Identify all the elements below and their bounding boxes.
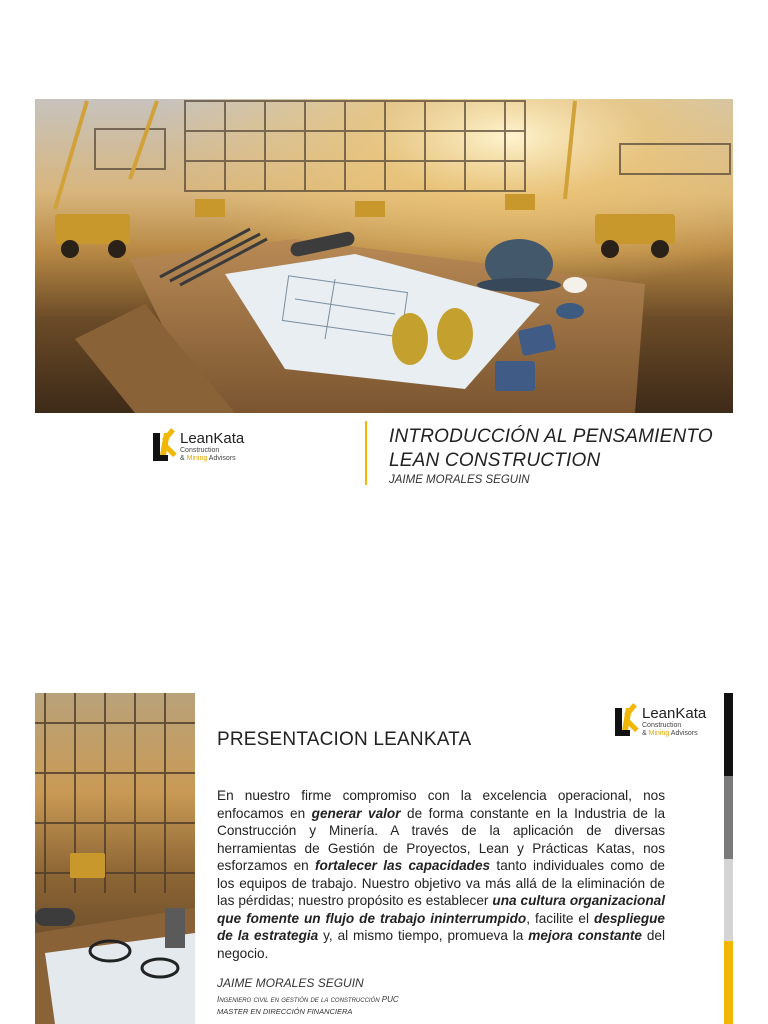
leankata-logo	[150, 431, 244, 463]
leankata-logo-small	[612, 706, 706, 738]
emphasis-text: generar valor	[311, 805, 401, 821]
logo-tagline-1: Construction	[642, 722, 682, 729]
emphasis-text: mejora constante	[528, 928, 642, 943]
signer-credential-2: MASTER EN DIRECCIÓN FINANCIERA	[217, 1007, 353, 1016]
construction-site-illustration	[35, 99, 733, 413]
logo-name: LeanKata	[180, 430, 245, 447]
lk-logo-icon	[612, 706, 640, 738]
logo-name: LeanKata	[642, 705, 707, 722]
cover-title-block	[389, 425, 739, 486]
paragraph-text: del negocio.	[217, 928, 666, 961]
hero-construction-photo	[35, 99, 733, 413]
title-divider	[365, 421, 367, 485]
paragraph-text: de forma constante en la Industria de la Construcción y Minería. A través de la aplicación de diversas herramientas de Gestión de Proyectos, Lean y Prácticas Katas, nos esforzamos en	[217, 805, 665, 873]
cover-author: JAIME MORALES SEGUIN	[389, 474, 530, 486]
side-bar-segment	[724, 941, 733, 1024]
logo-tagline-2: & Mining Advisors	[180, 455, 236, 462]
logo-tagline-2: & Mining Advisors	[642, 730, 698, 737]
paragraph-text: tanto individuales como de los equipos de trabajo. Nuestro objetivo va más allá de la eliminación de las pérdidas; nuestro propósito es establecer	[217, 858, 665, 908]
side-bar-segment	[724, 776, 733, 859]
side-construction-photo	[35, 693, 195, 1024]
paragraph-text: , facilite el	[526, 910, 594, 926]
emphasis-text: una cultura organizacional que fomente un flujo de trabajo ininterrumpido	[217, 893, 665, 926]
section-title: PRESENTACION LEANKATA	[217, 729, 472, 750]
side-bar-segment	[724, 859, 733, 942]
cover-title-line-1: INTRODUCCIÓN AL PENSAMIENTO	[389, 426, 713, 447]
signer-name: JAIME MORALES SEGUIN	[217, 976, 364, 990]
presentation-paragraph	[217, 787, 665, 962]
lk-logo-icon	[150, 431, 178, 463]
emphasis-text: fortalecer las capacidades	[315, 858, 491, 873]
construction-frame-illustration	[35, 693, 195, 1024]
logo-tagline-1: Construction	[180, 447, 220, 454]
paragraph-text: En nuestro firme compromiso con la excelencia operacional, nos enfocamos en	[217, 788, 665, 821]
paragraph-text: y, al mismo tiempo, promueva la	[318, 928, 529, 943]
cover-title-line-2: LEAN CONSTRUCTION	[389, 450, 601, 471]
side-bar-segment	[724, 693, 733, 776]
emphasis-text: despliegue de la estrategia	[217, 910, 665, 943]
signer-credential-1: Ingeniero civil en gestión de la construcción PUC	[217, 995, 399, 1004]
